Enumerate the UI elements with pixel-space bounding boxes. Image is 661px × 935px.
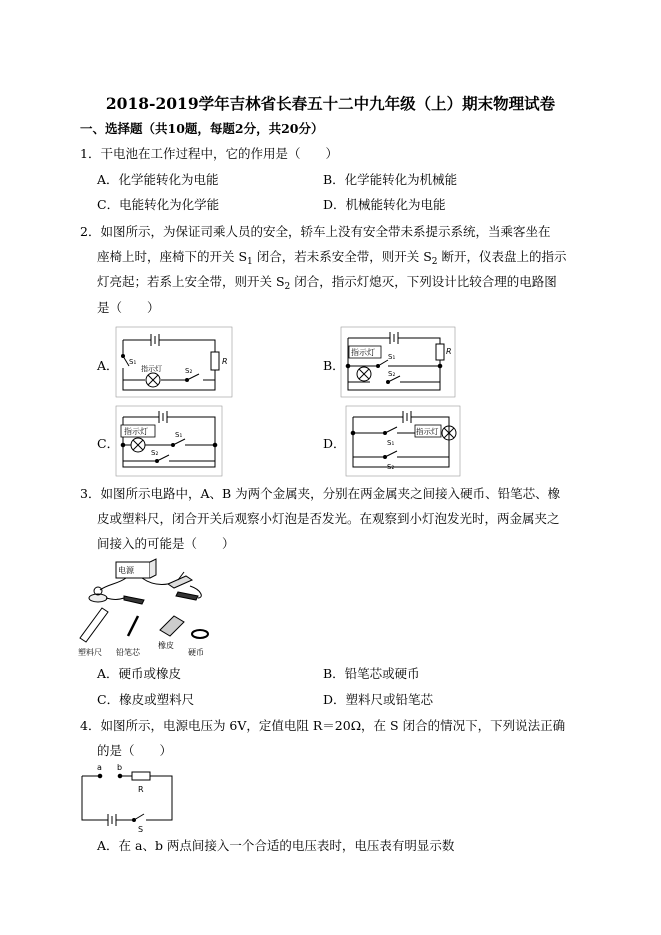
q3-power-label: 电源: [118, 566, 134, 575]
q3-option-b: B．铅笔芯或硬币: [323, 666, 420, 681]
q2-option-c: C．: [97, 436, 120, 451]
q2-option-d: D．: [323, 436, 346, 451]
q2-circuit-b: [340, 326, 456, 398]
q2a-s2-label: S₂: [185, 367, 193, 375]
q2a-lamp-label: 指示灯: [141, 365, 162, 373]
q2b-r-label: R: [446, 347, 452, 356]
q3-option-a: A．硬币或橡皮: [97, 666, 182, 681]
q1-option-d: D．机械能转化为电能: [323, 197, 446, 212]
q2b-s2-label: S₂: [388, 370, 396, 378]
section-heading: 一、选择题（共10题，每题2分，共20分）: [80, 121, 324, 136]
q3-pencil-label: 铅笔芯: [116, 648, 140, 657]
q3-line3: 间接入的可能是（ ）: [97, 536, 235, 551]
q4-s-label: S: [138, 825, 144, 834]
page-title: 2018-2019学年吉林省长春五十二中九年级（上）期末物理试卷: [105, 94, 556, 113]
q3-line2: 皮或塑料尺，闭合开关后观察小灯泡是否发光。在观察到小灯泡发光时，两金属夹之: [97, 511, 560, 526]
q3-option-d: D．塑料尺或铅笔芯: [323, 692, 434, 707]
q4-option-a: A．在 a、b 两点间接入一个合适的电压表时，电压表有明显示数: [97, 838, 455, 853]
q3-eraser-label: 橡皮: [158, 641, 174, 650]
q2d-s1-label: S₁: [387, 439, 395, 447]
q1-option-a: A．化学能转化为电能: [97, 172, 219, 187]
q4-b-label: b: [117, 763, 123, 772]
q2d-lamp-label: 指示灯: [416, 427, 439, 436]
q2b-lamp-label: 指示灯: [351, 348, 375, 357]
q2-option-b: B．: [323, 358, 345, 373]
q2d-s2-label: S₂: [387, 463, 395, 471]
q2-circuit-a: [115, 326, 233, 398]
q2a-s1-label: S₁: [129, 358, 137, 366]
q3-ruler-label: 塑料尺: [78, 648, 102, 657]
q2c-s2-label: S₂: [151, 449, 159, 457]
q1-stem: 1．干电池在工作过程中，它的作用是（ ）: [80, 146, 338, 161]
q2-circuit-d: [345, 405, 461, 477]
q4-line1: 4．如图所示，电源电压为 6V，定值电阻 R＝20Ω，在 S 闭合的情况下，下列说法正确: [80, 718, 566, 733]
q2-circuit-c: [115, 405, 223, 477]
q1-option-c: C．电能转化为化学能: [97, 197, 220, 212]
q2-line1: 2．如图所示，为保证司乘人员的安全，轿车上没有安全带未系提示系统，当乘客坐在: [80, 224, 551, 239]
q2-line4: 是（ ）: [97, 300, 160, 315]
q2c-s1-label: S₁: [175, 431, 183, 439]
q3-coin-label: 硬币: [188, 648, 204, 657]
q2-line3: 灯亮起；若系上安全带，则开关 $S_2$ 闭合，指示灯熄灭，下列设计比较合理的电路图: [97, 274, 557, 292]
q1-option-b: B．化学能转化为机械能: [323, 172, 458, 187]
q4-a-label: a: [97, 763, 102, 772]
q2c-lamp-label: 指示灯: [124, 427, 148, 436]
q2-line2: 座椅上时，座椅下的开关 $S_1$ 闭合，若未系安全带，则开关 $S_2$ 断开，仪表盘上的指示: [97, 249, 567, 267]
q3-option-c: C．橡皮或塑料尺: [97, 692, 195, 707]
q4-line2: 的是（ ）: [97, 743, 173, 758]
q2-option-a: A．: [97, 358, 119, 373]
q4-circuit: [78, 762, 178, 834]
q2a-r-label: R: [222, 357, 228, 366]
q3-line1: 3．如图所示电路中，A、B 为两个金属夹，分别在两金属夹之间接入硬币、铅笔芯、橡: [80, 486, 561, 501]
q4-r-label: R: [138, 785, 144, 794]
q3-experiment-figure: [78, 558, 213, 658]
q2b-s1-label: S₁: [388, 353, 396, 361]
